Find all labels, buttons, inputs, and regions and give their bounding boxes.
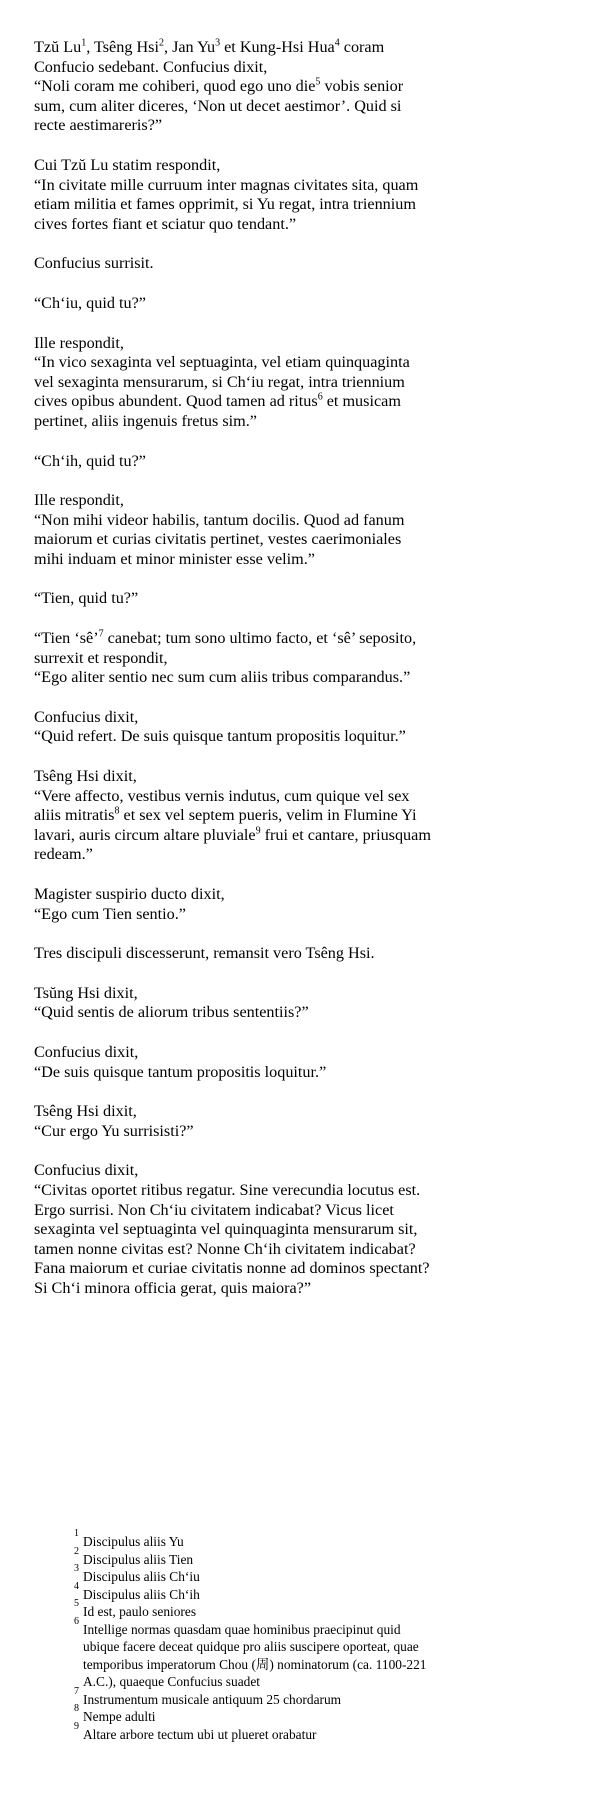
paragraph xyxy=(34,452,554,472)
footnote xyxy=(74,1528,534,1551)
text-segment: Ille respondit, xyxy=(34,491,124,510)
text-line xyxy=(34,984,554,1004)
footnote-marker: 6 xyxy=(317,391,323,403)
text-segment: Cui Tzŭ Lu statim respondit, xyxy=(34,155,221,174)
text-line xyxy=(34,550,554,570)
text-segment: et sex vel septem pueris, velim in Flumine Yi xyxy=(119,806,417,825)
footnote-text: A.C.), quaeque Confucius suadet xyxy=(83,1674,261,1689)
paragraph xyxy=(34,885,554,924)
text-line xyxy=(34,1161,554,1181)
text-segment: “Quid sentis de aliorum tribus sententiis?” xyxy=(34,1003,309,1022)
footnote-number: 6 xyxy=(74,1615,79,1627)
text-segment: coram xyxy=(339,38,385,56)
text-segment: Confucius dixit, xyxy=(34,707,139,726)
paragraph xyxy=(34,944,554,964)
paragraph xyxy=(34,589,554,609)
text-segment: Confucio sedebant. Confucius dixit, xyxy=(34,57,268,76)
footnote-text: Discipulus aliis Yu xyxy=(83,1534,184,1549)
text-line xyxy=(34,77,554,97)
text-segment: , Jan Yu xyxy=(163,38,216,56)
footnote xyxy=(74,1685,534,1709)
paragraph xyxy=(34,1043,554,1082)
footnote-marker: 9 xyxy=(255,825,261,837)
text-segment: Confucius dixit, xyxy=(34,1161,139,1180)
text-line xyxy=(34,1240,554,1260)
footnote-number: 9 xyxy=(74,1720,79,1732)
footnote-marker: 7 xyxy=(98,628,104,640)
footnote-text: Instrumentum musicale antiquum 25 chordarum xyxy=(83,1691,342,1707)
text-segment: cives fortes fiant et sciatur quo tendant.” xyxy=(34,214,297,233)
text-line xyxy=(34,1259,554,1279)
text-segment: “Cur ergo Yu surrisisti?” xyxy=(34,1121,194,1140)
text-segment: maiorum et curias civitatis pertinet, vestes caerimoniales xyxy=(34,530,402,549)
document-body xyxy=(34,38,554,1319)
text-segment: Tsêng Hsi dixit, xyxy=(34,1102,137,1121)
text-line xyxy=(34,1122,554,1142)
text-line xyxy=(34,787,554,807)
text-segment: Si Ch‘i minora officia gerat, quis maiora?” xyxy=(34,1278,312,1297)
paragraph xyxy=(34,767,554,865)
text-line xyxy=(34,1063,554,1083)
text-line xyxy=(34,334,554,354)
footnote-marker: 1 xyxy=(81,37,87,49)
text-segment: “In vico sexaginta vel septuaginta, vel etiam quinquaginta xyxy=(34,353,410,372)
text-segment: Tsŭng Hsi dixit, xyxy=(34,983,138,1002)
text-line xyxy=(34,373,554,393)
text-line xyxy=(34,1201,554,1221)
text-segment: canebat; tum sono ultimo facto, et ‘sê’ seposito, xyxy=(103,629,417,648)
text-line xyxy=(34,353,554,373)
text-line xyxy=(34,826,554,846)
text-segment: Ille respondit, xyxy=(34,333,124,352)
text-line xyxy=(34,905,554,925)
text-segment: Tzŭ Lu xyxy=(34,38,82,56)
footnote-number: 8 xyxy=(74,1703,79,1714)
text-segment: “Vere affecto, vestibus vernis indutus, cum quique vel sex xyxy=(34,786,410,805)
text-segment: “Tien ‘sê’ xyxy=(34,629,99,648)
text-line xyxy=(34,649,554,669)
text-line xyxy=(34,530,554,550)
footnote-number: 7 xyxy=(74,1685,79,1697)
text-line xyxy=(34,668,554,688)
footnote-text: Id est, paulo seniores xyxy=(83,1604,197,1619)
text-line xyxy=(34,195,554,215)
text-segment: et musicam xyxy=(322,392,401,411)
text-line xyxy=(34,727,554,747)
text-segment: vobis senior xyxy=(320,77,404,96)
text-segment: “Tien, quid tu?” xyxy=(34,589,139,608)
text-segment: vel sexaginta mensurarum, si Ch‘iu regat, intra triennium xyxy=(34,372,405,391)
text-segment: Tsêng Hsi dixit, xyxy=(34,767,137,786)
text-line xyxy=(34,885,554,905)
footnote xyxy=(74,1615,534,1691)
text-line xyxy=(34,629,554,649)
text-line xyxy=(34,708,554,728)
text-segment: “In civitate mille curruum inter magnas civitates sita, quam xyxy=(34,175,419,194)
footnote-marker: 4 xyxy=(334,37,340,49)
footnote xyxy=(74,1720,534,1744)
text-segment: , Tsêng Hsi xyxy=(86,38,159,56)
paragraph xyxy=(34,294,554,314)
footnote-number: 3 xyxy=(74,1563,79,1574)
text-segment: Confucius surrisit. xyxy=(34,254,154,273)
paragraph xyxy=(34,491,554,569)
text-line xyxy=(34,452,554,472)
text-segment: recte aestimareris?” xyxy=(34,116,163,135)
text-line xyxy=(34,767,554,787)
text-segment: cives opibus abundent. Quod tamen ad ritus xyxy=(34,392,318,411)
text-line xyxy=(34,589,554,609)
text-segment: Ergo surrisi. Non Ch‘iu civitatem indicabat? Vicus licet xyxy=(34,1200,394,1219)
text-segment: “Noli coram me cohiberi, quod ego uno die xyxy=(34,77,316,96)
paragraph xyxy=(34,334,554,432)
paragraph xyxy=(34,1102,554,1141)
text-line xyxy=(34,38,554,58)
footnote xyxy=(74,1598,534,1621)
footnote-marker: 3 xyxy=(215,37,221,49)
text-line xyxy=(34,1220,554,1240)
paragraph xyxy=(34,156,554,234)
text-segment: redeam.” xyxy=(34,845,93,864)
text-line xyxy=(34,511,554,531)
text-line xyxy=(34,491,554,511)
footnote-number: 4 xyxy=(74,1580,79,1592)
text-segment: “Ego aliter sentio nec sum cum aliis tribus comparandus.” xyxy=(34,668,411,687)
footnote-text: ubique facere deceat quidque pro aliis suscipere oporteat, quae xyxy=(83,1639,419,1654)
paragraph xyxy=(34,629,554,688)
text-line xyxy=(34,1003,554,1023)
text-segment: frui et cantare, priusquam xyxy=(260,825,431,844)
text-segment: “Ch‘ih, quid tu?” xyxy=(34,451,146,470)
text-line xyxy=(34,116,554,136)
text-segment: “Civitas oportet ritibus regatur. Sine verecundia locutus est. xyxy=(34,1180,421,1199)
footnotes xyxy=(74,1528,534,1743)
text-line xyxy=(34,58,554,78)
text-segment: “Ego cum Tien sentio.” xyxy=(34,904,186,923)
paragraph xyxy=(34,984,554,1023)
footnote-text: Discipulus aliis Ch‘iu xyxy=(83,1569,200,1584)
footnote-text: Discipulus aliis Tien xyxy=(83,1551,194,1567)
footnote xyxy=(74,1580,534,1604)
text-line xyxy=(34,1279,554,1299)
paragraph xyxy=(34,1161,554,1298)
footnote-text: Intellige normas quasdam quae hominibus praecipinut quid xyxy=(83,1621,401,1637)
text-line xyxy=(34,1043,554,1063)
text-line xyxy=(34,156,554,176)
text-segment: et Kung-Hsi Hua xyxy=(220,38,335,56)
text-segment: Magister suspirio ducto dixit, xyxy=(34,885,225,903)
footnote-marker: 8 xyxy=(114,805,120,817)
paragraph xyxy=(34,38,554,136)
paragraph xyxy=(34,708,554,747)
text-line xyxy=(34,806,554,826)
text-segment: “De suis quisque tantum propositis loquitur.” xyxy=(34,1062,327,1081)
text-line xyxy=(34,176,554,196)
text-line xyxy=(34,392,554,412)
text-line xyxy=(34,1181,554,1201)
text-segment: lavari, auris circum altare pluviale xyxy=(34,825,256,844)
text-segment: “Ch‘iu, quid tu?” xyxy=(34,293,146,312)
text-line xyxy=(34,845,554,865)
text-segment: sum, cum aliter diceres, ‘Non ut decet aestimor’. Quid si xyxy=(34,96,402,115)
footnote-number: 2 xyxy=(74,1545,79,1557)
text-segment: etiam militia et fames opprimit, si Yu regat, intra triennium xyxy=(34,195,416,214)
text-line xyxy=(34,97,554,117)
text-segment: aliis mitratis xyxy=(34,806,115,825)
text-line xyxy=(34,1102,554,1122)
text-segment: Confucius dixit, xyxy=(34,1042,139,1061)
text-line xyxy=(34,944,554,964)
footnote xyxy=(74,1563,534,1586)
text-segment: sexaginta vel septuaginta vel quinquaginta mensurarum sit, xyxy=(34,1220,418,1239)
text-line xyxy=(34,412,554,432)
text-line xyxy=(34,215,554,235)
text-segment: mihi induam et minor minister esse velim.” xyxy=(34,549,315,568)
footnote xyxy=(74,1703,534,1726)
footnote xyxy=(74,1545,534,1569)
footnote-marker: 2 xyxy=(158,37,164,49)
text-segment: “Non mihi videor habilis, tantum docilis. Quod ad fanum xyxy=(34,510,405,529)
text-segment: pertinet, aliis ingenuis fretus sim.” xyxy=(34,411,257,430)
text-segment: tamen nonne civitas est? Nonne Ch‘ih civitatem indicabat? xyxy=(34,1239,416,1258)
text-segment: surrexit et respondit, xyxy=(34,648,168,667)
text-line xyxy=(34,254,554,274)
footnote-text: Discipulus aliis Ch‘ih xyxy=(83,1586,200,1602)
text-segment: “Quid refert. De suis quisque tantum propositis loquitur.” xyxy=(34,727,406,746)
footnote-text: temporibus imperatorum Chou (周) nominatorum (ca. 1100-221 xyxy=(83,1656,427,1672)
footnote-marker: 5 xyxy=(315,76,321,88)
footnote-text: Nempe adulti xyxy=(83,1709,156,1724)
footnote-number: 5 xyxy=(74,1598,79,1609)
text-segment: Fana maiorum et curiae civitatis nonne ad dominos spectant? xyxy=(34,1259,430,1278)
footnote-number: 1 xyxy=(74,1528,79,1539)
text-segment: Tres discipuli discesserunt, remansit vero Tsêng Hsi. xyxy=(34,944,375,963)
paragraph xyxy=(34,254,554,274)
footnote-text: Altare arbore tectum ubi ut plueret orabatur xyxy=(83,1726,317,1742)
text-line xyxy=(34,294,554,314)
